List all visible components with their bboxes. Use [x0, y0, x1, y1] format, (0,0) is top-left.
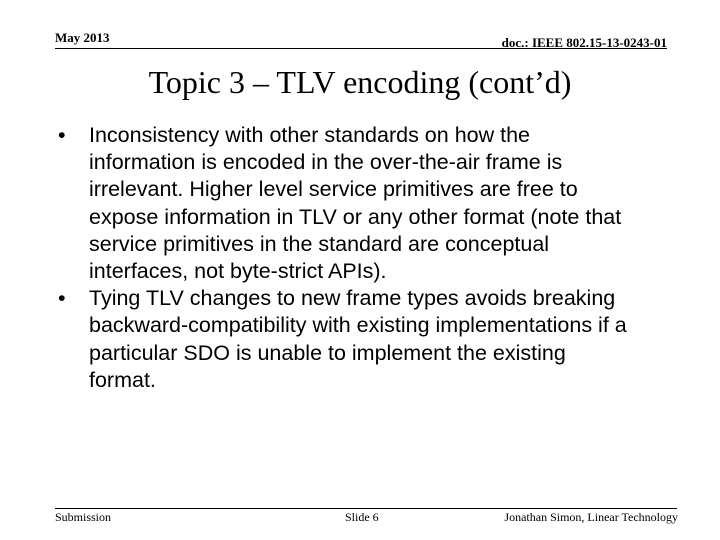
bullet-text: Tying TLV changes to new frame types avoids breaking backward-compatibility with existing implementations if a particular SDO is unable to implement the existing format.: [89, 286, 627, 392]
bullet-item: [58, 122, 628, 285]
footer-author: Jonathan Simon, Linear Technology: [504, 510, 678, 524]
bullet-icon: •: [58, 286, 66, 311]
bullet-icon: •: [58, 123, 66, 147]
header-date: May 2013: [55, 30, 110, 45]
bullet-list: [58, 122, 628, 394]
header-rule: [55, 48, 667, 49]
bullet-item: [58, 285, 628, 394]
slide-title: Topic 3 – TLV encoding (cont’d): [148, 64, 572, 100]
header-doc-id: doc.: IEEE 802.15-13-0243-01: [501, 35, 667, 50]
bullet-text: Inconsistency with other standards on how the information is encoded in the over-the-air frame is irrelevant. Higher level service primitives are free to expose information in TLV or any other format (note that service primitives in the standard are conceptual interfaces, not byte-strict APIs).: [89, 123, 622, 284]
footer-submission: Submission: [55, 510, 112, 524]
footer-slide-number: Slide 6: [345, 510, 379, 524]
footer-rule: [55, 508, 677, 509]
